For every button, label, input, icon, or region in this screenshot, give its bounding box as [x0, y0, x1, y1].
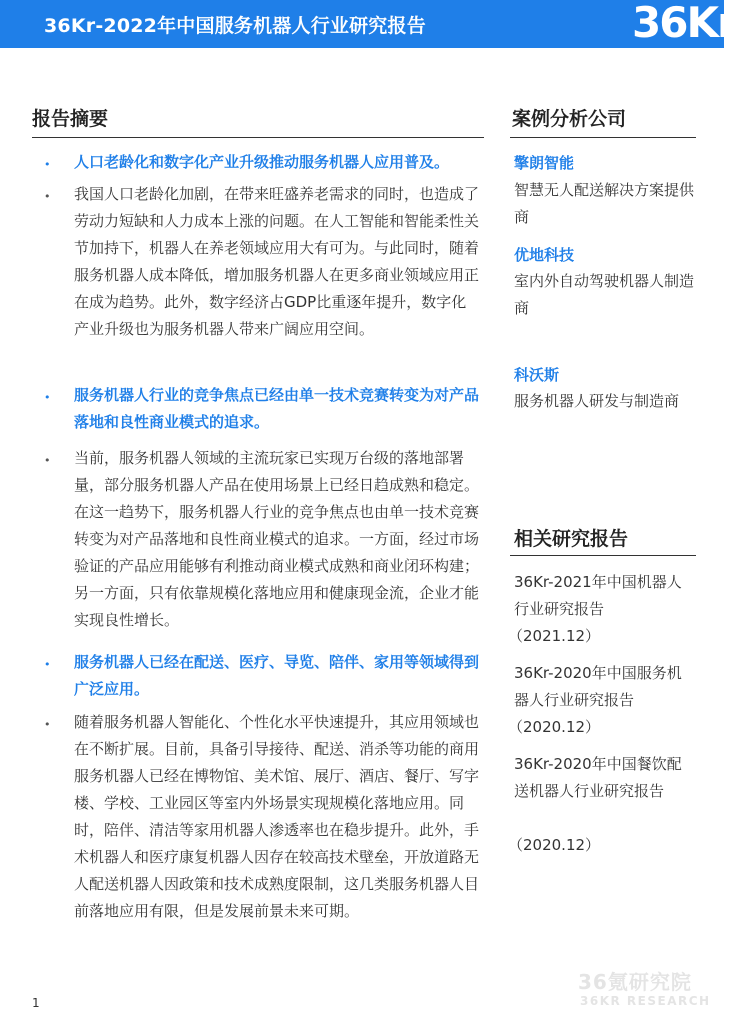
company-desc: 智慧无人配送解决方案提供商 — [514, 181, 695, 226]
cases-title: 案例分析公司 — [512, 108, 627, 130]
company-name: 擎朗智能 — [514, 154, 575, 172]
bullet-marker: • — [44, 190, 51, 203]
related-report-title: 36Kr-2021年中国机器人行业研究报告 — [514, 573, 682, 618]
brand-logo: 36Kr — [632, 0, 736, 47]
summary-divider — [32, 137, 484, 138]
bullet-marker: • — [44, 718, 51, 731]
summary-paragraph: 我国人口老龄化加剧，在带来旺盛养老需求的同时，也造成了劳动力短缺和人力成本上涨的问题。在人工智能和智能柔性关节加持下，机器人在养老领域应用大有可为。与此同时，随着服务机器人成本降低，增加服务机器人在更多商业领域应用正在成为趋势。此外，数字经济占GDP比重逐年提升，数字化产业升级也为服务机器人带来广阔应用空间。 — [74, 185, 480, 338]
bullet-marker: • — [44, 391, 51, 404]
summary-highlight: 人口老龄化和数字化产业升级推动服务机器人应用普及。 — [74, 153, 450, 171]
summary-paragraph: 随着服务机器人智能化、个性化水平快速提升，其应用领域也在不断扩展。目前，具备引导接待、配送、消杀等功能的商用服务机器人已经在博物馆、美术馆、展厅、酒店、餐厅、写字楼、学校、工业园区等室内外场景实现规模化落地应用。同时，陪伴、清洁等家用机器人渗透率也在稳步提升。此外，手术机器人和医疗康复机器人因存在较高技术壁垒，开放道路无人配送机器人因政策和技术成熟度限制，这几类服务机器人目前落地应用有限，但是发展前景未来可期。 — [74, 713, 480, 920]
summary-highlight: 服务机器人已经在配送、医疗、导览、陪伴、家用等领域得到广泛应用。 — [74, 653, 480, 698]
page-number: 1 — [32, 996, 40, 1010]
bullet-marker: • — [44, 158, 51, 171]
header-bar — [0, 0, 736, 48]
bullet-marker: • — [44, 454, 51, 467]
summary-paragraph: 当前，服务机器人领域的主流玩家已实现万台级的落地部署量，部分服务机器人产品在使用场景上已经日趋成熟和稳定。在这一趋势下，服务机器人行业的竞争焦点也由单一技术竞赛转变为对产品落地和良性商业模式的追求。一方面，经过市场验证的产品应用能够有利推动商业模式成熟和商业闭环构建；另一方面，只有依靠规模化落地应用和健康现金流，企业才能实现良性增长。 — [74, 449, 480, 629]
watermark-logo-en: 36KR RESEARCH — [580, 994, 711, 1008]
related-report-date: （2020.12） — [508, 836, 601, 854]
watermark-logo-cn: 36氪研究院 — [578, 970, 692, 994]
related-divider — [510, 555, 696, 556]
company-desc: 服务机器人研发与制造商 — [514, 392, 680, 410]
related-report-date: （2021.12） — [508, 627, 601, 645]
related-report-title: 36Kr-2020年中国餐饮配送机器人行业研究报告 — [514, 755, 682, 800]
related-title: 相关研究报告 — [514, 528, 629, 550]
report-title: 36Kr-2022年中国服务机器人行业研究报告 — [44, 15, 426, 37]
summary-highlight: 服务机器人行业的竞争焦点已经由单一技术竞赛转变为对产品落地和良性商业模式的追求。 — [74, 386, 480, 431]
company-name: 优地科技 — [514, 246, 575, 264]
cases-divider — [510, 137, 696, 138]
bullet-marker: • — [44, 658, 51, 671]
company-name: 科沃斯 — [514, 366, 560, 384]
company-desc: 室内外自动驾驶机器人制造商 — [514, 272, 695, 317]
related-report-date: （2020.12） — [508, 718, 601, 736]
related-report-title: 36Kr-2020年中国服务机器人行业研究报告 — [514, 664, 682, 709]
summary-title: 报告摘要 — [32, 108, 109, 130]
